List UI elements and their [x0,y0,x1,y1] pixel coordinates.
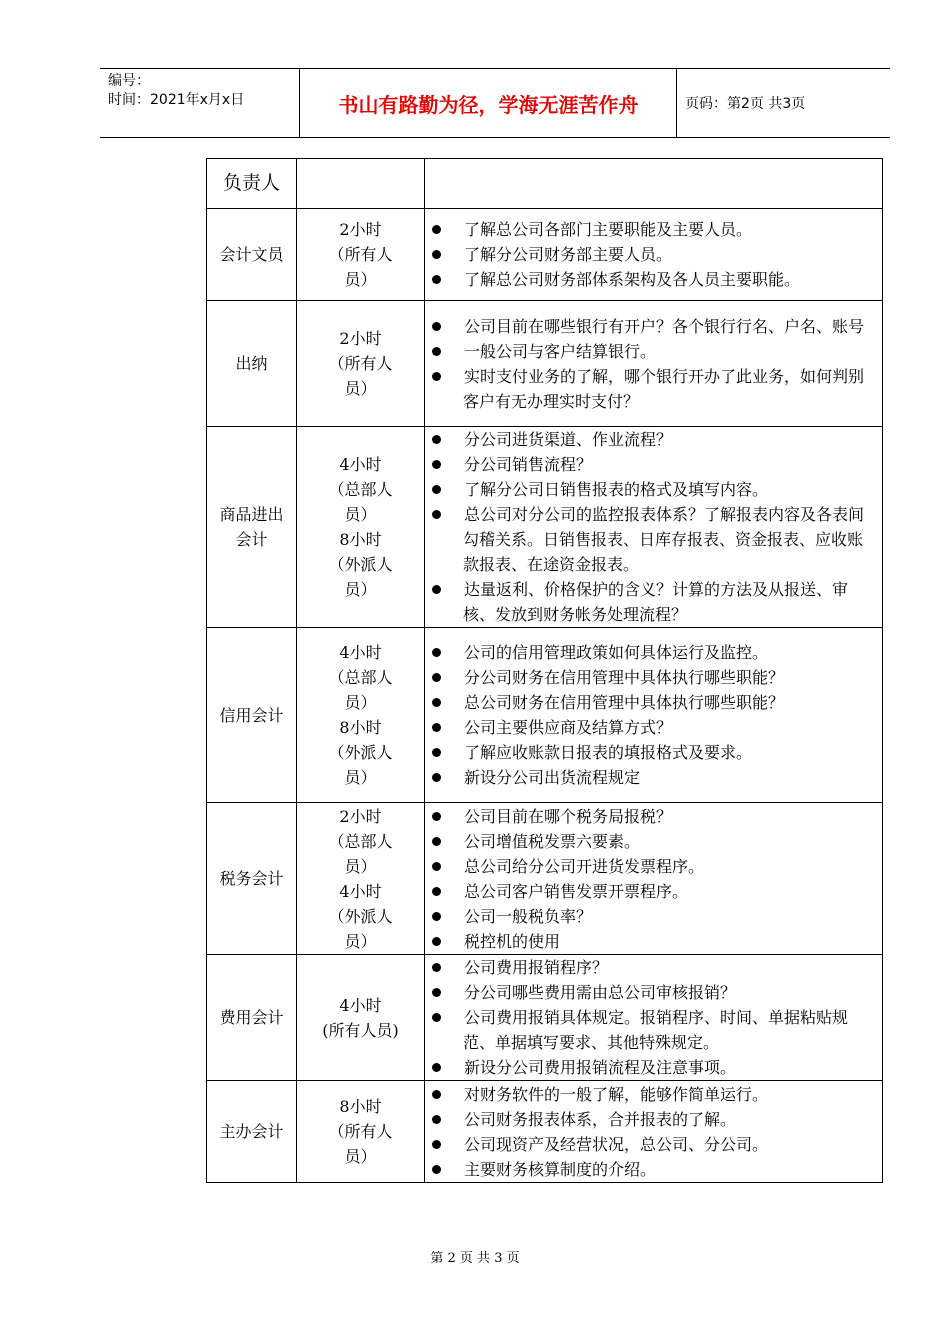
list-item [431,1132,876,1157]
role-cell: 主办会计 [207,1081,297,1183]
bullet-icon [432,510,441,519]
item-text: 总公司客户销售发票开票程序。 [464,881,689,901]
role-cell: 信用会计 [207,628,297,803]
list-item [431,364,876,414]
item-text: 公司财务报表体系，合并报表的了解。 [464,1109,737,1129]
list-item [431,715,876,740]
item-text: 总公司给分公司开进货发票程序。 [464,856,705,876]
table-row [207,955,883,1081]
time-line: 8小时 [339,1097,382,1116]
item-text: 公司目前在哪个税务局报税？ [464,806,673,826]
item-text: 分公司哪些费用需由总公司审核报销？ [464,983,737,1002]
time-line: 员） [344,270,377,289]
list-item [431,1157,876,1182]
list-item [431,980,876,1005]
head-time-cell [297,159,425,209]
list-item [431,267,876,292]
item-text: 公司费用报销具体规定。报销程序、时间、单据粘贴规范、单据填写要求、其他特殊规定。 [463,1008,849,1052]
bullet-icon [432,698,441,707]
item-text: 总公司财务在信用管理中具体执行哪些职能？ [464,693,785,712]
time-line: （总部人 [328,480,393,499]
time-line: 4小时 [339,643,382,662]
list-item [431,577,876,627]
item-text: 达量返利、价格保护的含义？计算的方法及从报送、审核、发放到财务帐务处理流程？ [463,580,849,624]
list-item [431,740,876,765]
list-item [431,427,876,452]
time-line: 8小时 [339,530,382,549]
list-item [431,1082,876,1107]
bullet-icon [432,723,441,732]
list-item [431,665,876,690]
time-line: 4小时 [339,881,382,901]
bullet-icon [432,275,441,284]
bullet-icon [432,648,441,657]
bullet-icon [432,1090,441,1099]
time-line: 员） [344,580,377,599]
bullet-icon [432,460,441,469]
time-line: （总部人 [328,668,393,687]
training-table [206,158,883,1183]
bullet-icon [432,1115,441,1124]
role-cell: 会计文员 [207,209,297,301]
content-cell [425,628,883,803]
item-text: 税控机的使用 [464,931,561,951]
time-line: （总部人 [328,831,393,851]
time-line: 员） [344,505,377,524]
item-text: 了解应收账款日报表的填报格式及要求。 [464,743,753,762]
time-line: 2小时 [339,329,382,348]
time-line: （所有人 [328,354,393,373]
bullet-icon [432,837,441,846]
time-line: （外派人 [328,906,393,926]
item-text: 公司现资产及经营状况，总公司、分公司。 [464,1134,769,1154]
table-row [207,301,883,427]
item-text: 公司一般税负率？ [464,906,593,926]
item-text: 主要财务核算制度的介绍。 [464,1159,657,1179]
bullet-icon [432,912,441,921]
header-page-code: 页码：第2页 共3页 [685,96,806,112]
item-text: 了解分公司财务部主要人员。 [464,245,673,264]
table-row [207,209,883,301]
bullet-icon [432,748,441,757]
item-text: 分公司财务在信用管理中具体执行哪些职能？ [464,668,785,687]
list-item [431,242,876,267]
bullet-icon [432,887,441,896]
table-row [207,803,883,955]
time-line: 员） [344,931,377,951]
content-cell [425,803,883,955]
time-line: 员） [344,379,377,398]
item-text: 公司主要供应商及结算方式？ [464,718,673,737]
list-item [431,854,876,879]
time-cell [297,209,425,301]
bullet-icon [432,225,441,234]
serial-label: 编号： [108,73,150,89]
table-row [207,628,883,803]
list-item [431,314,876,339]
list-item [431,955,876,980]
time-cell [297,427,425,628]
page-header [100,68,890,138]
time-line: (所有人员) [322,1020,399,1040]
date-label: 时间：2021年x月x日 [108,92,245,108]
item-text: 公司目前在哪些银行有开户？各个银行行名、户名、账号 [464,316,865,336]
list-item [431,929,876,954]
bullet-icon [432,322,441,331]
list-item [431,217,876,242]
time-line: 8小时 [339,718,382,737]
item-text: 分公司销售流程？ [464,455,593,474]
bullet-icon [432,988,441,997]
header-meta [100,69,300,137]
content-cell [425,955,883,1081]
item-text: 公司费用报销程序？ [464,958,609,977]
bullet-icon [432,1063,441,1072]
content-cell [425,1081,883,1183]
time-cell [297,628,425,803]
role-cell: 费用会计 [207,955,297,1081]
item-text: 对财务软件的一般了解，能够作简单运行。 [464,1084,769,1104]
list-item [431,1055,876,1080]
bullet-icon [432,1013,441,1022]
item-text: 了解分公司日销售报表的格式及填写内容。 [464,480,769,499]
bullet-icon [432,1140,441,1149]
time-line: 4小时 [339,995,382,1015]
head-label: 负责人 [207,159,297,209]
table-header-row [207,159,883,209]
time-line: 4小时 [339,455,382,474]
time-cell [297,301,425,427]
item-text: 分公司进货渠道、作业流程？ [464,430,673,449]
content-cell [425,301,883,427]
item-text: 新设分公司费用报销流程及注意事项。 [464,1058,737,1077]
list-item [431,879,876,904]
content-cell [425,427,883,628]
time-line: 员） [344,768,377,787]
item-text: 实时支付业务的了解，哪个银行开办了此业务，如何判别客户有无办理实时支付？ [463,366,865,411]
item-text: 公司的信用管理政策如何具体运行及监控。 [464,643,769,662]
table-row [207,427,883,628]
bullet-icon [432,773,441,782]
header-motto: 书山有路勤为径，学海无涯苦作舟 [301,69,677,137]
list-item [431,477,876,502]
role-cell: 出纳 [207,301,297,427]
item-text: 公司增值税发票六要素。 [464,831,641,851]
role-cell: 税务会计 [207,803,297,955]
list-item [431,765,876,790]
bullet-icon [432,372,441,381]
time-line: 员） [344,1147,377,1166]
list-item [431,904,876,929]
list-item [431,640,876,665]
item-text: 了解总公司财务部体系架构及各人员主要职能。 [464,270,801,289]
time-line: 2小时 [339,806,382,826]
time-cell [297,1081,425,1183]
bullet-icon [432,485,441,494]
item-text: 了解总公司各部门主要职能及主要人员。 [464,220,753,239]
bullet-icon [432,937,441,946]
list-item [431,502,876,577]
bullet-icon [432,585,441,594]
content-cell [425,209,883,301]
page-footer: 第 2 页 共 3 页 [430,1251,520,1266]
head-content-cell [425,159,883,209]
time-line: （外派人 [328,555,393,574]
item-text: 总公司对分公司的监控报表体系？了解报表内容及各表间勾稽关系。日销售报表、日库存报表、资金报表、应收账款报表、在途资金报表。 [463,505,865,574]
bullet-icon [432,250,441,259]
list-item [431,339,876,364]
bullet-icon [432,1165,441,1174]
time-cell [297,803,425,955]
list-item [431,452,876,477]
bullet-icon [432,347,441,356]
bullet-icon [432,862,441,871]
bullet-icon [432,963,441,972]
time-line: （外派人 [328,743,393,762]
bullet-icon [432,673,441,682]
role-cell: 商品进出会计 [207,427,297,628]
time-line: （所有人 [328,1122,393,1141]
list-item [431,829,876,854]
list-item [431,690,876,715]
table-row [207,1081,883,1183]
item-text: 一般公司与客户结算银行。 [464,341,657,361]
time-line: （所有人 [328,245,393,264]
item-text: 新设分公司出货流程规定 [464,768,641,787]
time-line: 2小时 [339,220,382,239]
bullet-icon [432,812,441,821]
bullet-icon [432,435,441,444]
time-cell [297,955,425,1081]
list-item [431,1005,876,1055]
time-line: 员） [344,693,377,712]
list-item [431,1107,876,1132]
list-item [431,804,876,829]
time-line: 员） [344,856,377,876]
